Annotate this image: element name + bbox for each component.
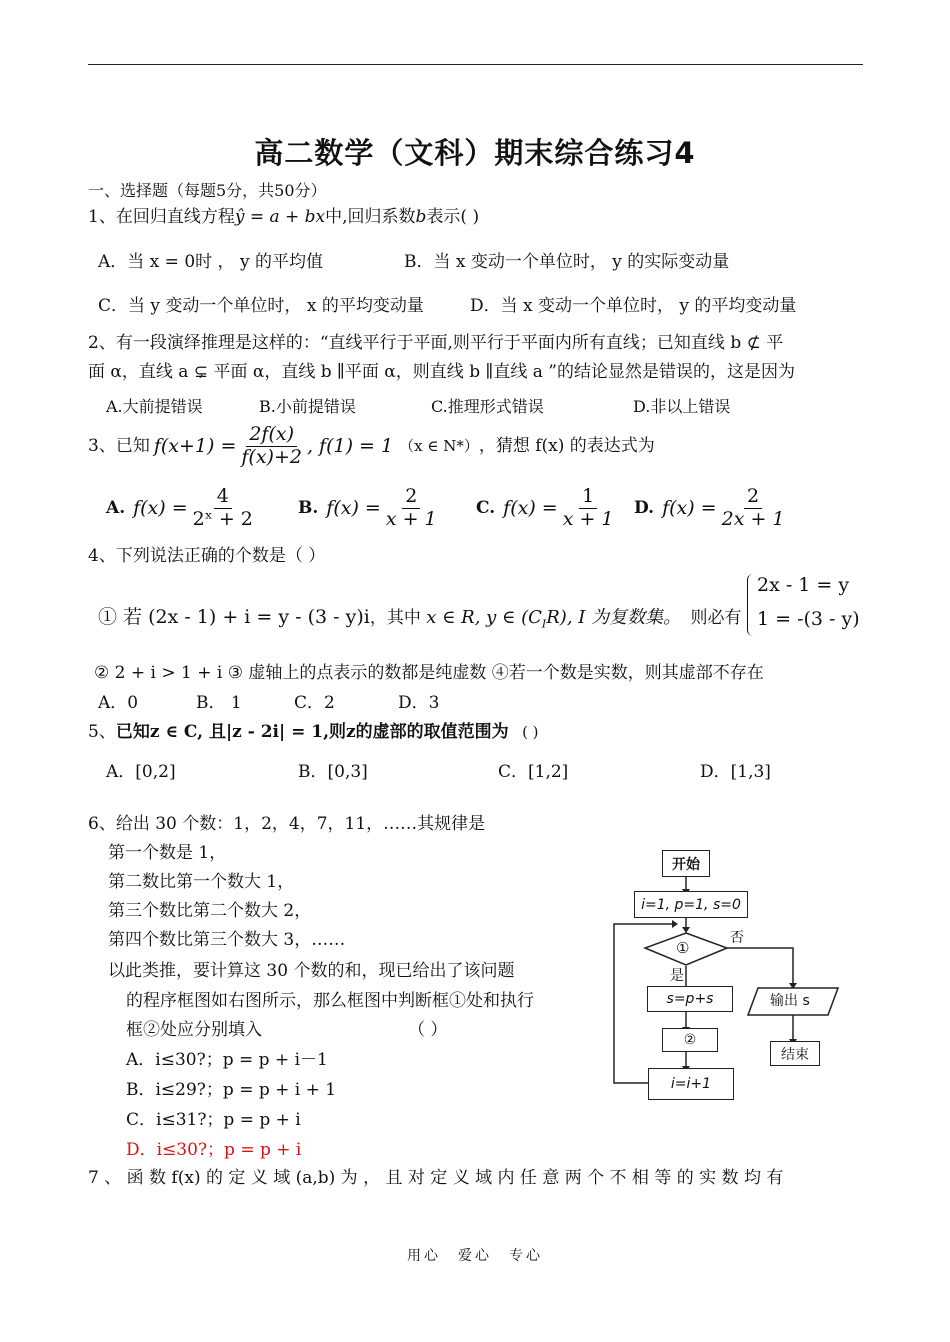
q2-line2: 面 α，直线 a ⊊ 平面 α，直线 b ∥平面 α，则直线 b ∥直线 a ”的结论显然是错误的，这是因为 bbox=[88, 362, 795, 382]
flowchart-start: 开始 bbox=[662, 850, 710, 877]
q6-line6: 以此类推，要计算这 30 个数的和，现已给出了该问题 bbox=[108, 961, 515, 981]
page-title: 高二数学（文科）期末综合练习4 bbox=[254, 136, 696, 170]
q6-line2: 第一个数是 1， bbox=[108, 843, 227, 863]
q4-statement-1: ① 若 (2x - 1) + i = y - (3 - y)i，其中 x ∈ R, y ∈ $(C_IR)$, I 为复数集。 则必有 bbox=[98, 606, 742, 631]
q6-paren: （ ） bbox=[408, 1020, 448, 1040]
q2-line1: 2、有一段演绎推理是这样的：“直线平行于平面,则平行于平面内所有直线；已知直线 b ⊄ 平 bbox=[88, 333, 784, 353]
q1-option-a: A．当 x = 0时 ， y 的平均值 bbox=[98, 252, 323, 272]
q2-option-d: D.非以上错误 bbox=[633, 397, 731, 416]
flowchart-step-box: ② bbox=[662, 1028, 718, 1052]
flowchart-increment-box: i=i+1 bbox=[648, 1068, 734, 1100]
q3-option-b: B. f(x) = $\frac{2}{x + 1}$ bbox=[298, 485, 437, 530]
q3-option-a: A. f(x) = $\frac{4}{\text{2ˣ + 2}}$ bbox=[106, 485, 253, 530]
q1-stem: 1、在回归直线方程ŷ = a + bx中,回归系数b表示( ) bbox=[88, 207, 480, 227]
q4-system-brace bbox=[747, 574, 756, 636]
q5-stem: 5、已知z ∈ C, 且|z - 2i| = 1,则z的虚部的取值范围为 ( ) bbox=[88, 722, 539, 742]
q4-option-d: D．3 bbox=[398, 693, 440, 713]
q1-option-d: D．当 x 变动一个单位时， y 的平均变动量 bbox=[470, 296, 797, 316]
q6-option-a: A．i≤30?；p = p + i－1 bbox=[126, 1050, 328, 1070]
q4-option-b: B． 1 bbox=[196, 693, 242, 713]
flowchart-lines bbox=[600, 845, 860, 1100]
flowchart-end: 结束 bbox=[770, 1041, 820, 1066]
header-rule bbox=[88, 64, 863, 65]
q6-line4: 第三个数比第二个数大 2， bbox=[108, 901, 312, 921]
q6-line1: 6、给出 30 个数：1，2，4，7，11，……其规律是 bbox=[88, 814, 486, 834]
q3-option-d: D. f(x) = $\frac{2}{2x + 1}$ bbox=[634, 485, 785, 530]
q1-option-c: C．当 y 变动一个单位时， x 的平均变动量 bbox=[98, 296, 424, 316]
flowchart-sum-box: s=p+s bbox=[647, 986, 733, 1012]
q3-stem: 3、已知 f(x+1) = $\frac{2f(x)}{f(x)+2}$ , f(1) = 1 （x ∈ N*） ，猜想 f(x) 的表达式为 bbox=[88, 423, 655, 468]
q4-stem: 4、下列说法正确的个数是（ ） bbox=[88, 546, 326, 566]
q4-system-eq1: 2x - 1 = y bbox=[757, 574, 850, 596]
q3-fraction: $\frac{2f(x)}{f(x)+2}$ bbox=[241, 423, 302, 468]
q4-statements-2-4: ② 2 + i > 1 + i ③ 虚轴上的点表示的数都是纯虚数 ④若一个数是实数，则其虚部不存在 bbox=[94, 663, 764, 683]
q7-stem: 7 、 函 数 f(x) 的 定 义 域 (a,b) 为 ， 且 对 定 义 域 内 任 意 两 个 不 相 等 的 实 数 均 有 bbox=[88, 1168, 784, 1188]
flowchart-init: i=1, p=1, s=0 bbox=[634, 891, 748, 918]
q4-system-eq2: 1 = -(3 - y) bbox=[757, 608, 860, 630]
q4-option-c: C．2 bbox=[294, 693, 335, 713]
q6-option-d-answer: D．i≤30?；p = p + i bbox=[126, 1140, 302, 1160]
flowchart-output-label: 输出 s bbox=[770, 993, 810, 1009]
q6-line8: 框②处应分别填入 bbox=[126, 1020, 262, 1040]
q2-option-b: B.小前提错误 bbox=[259, 397, 356, 416]
q3-option-c: C. f(x) = $\frac{1}{x + 1}$ bbox=[476, 485, 614, 530]
q6-line3: 第二数比第一个数大 1， bbox=[108, 872, 295, 892]
q2-option-a: A.大前提错误 bbox=[106, 397, 203, 416]
flowchart-decision-label: ① bbox=[676, 939, 690, 957]
q6-line7: 的程序框图如右图所示，那么框图中判断框①处和执行 bbox=[126, 991, 534, 1011]
flowchart-no-label: 否 bbox=[730, 930, 744, 946]
q5-option-c: C．[1,2] bbox=[498, 762, 569, 782]
q6-line5: 第四个数比第三个数大 3，…… bbox=[108, 930, 346, 950]
q2-option-c: C.推理形式错误 bbox=[431, 397, 544, 416]
flowchart-yes-label: 是 bbox=[670, 968, 684, 984]
q6-option-b: B．i≤29?；p = p + i + 1 bbox=[126, 1080, 337, 1100]
q6-option-c: C．i≤31?；p = p + i bbox=[126, 1110, 301, 1130]
section-heading: 一、选择题（每题5分，共50分） bbox=[88, 181, 327, 200]
q5-option-b: B．[0,3] bbox=[298, 762, 368, 782]
q5-option-d: D．[1,3] bbox=[700, 762, 771, 782]
q1-option-b: B．当 x 变动一个单位时， y 的实际变动量 bbox=[404, 252, 730, 272]
q5-option-a: A．[0,2] bbox=[106, 762, 176, 782]
q4-option-a: A．0 bbox=[98, 693, 139, 713]
page-footer: 用心 爱心 专心 bbox=[407, 1248, 543, 1264]
